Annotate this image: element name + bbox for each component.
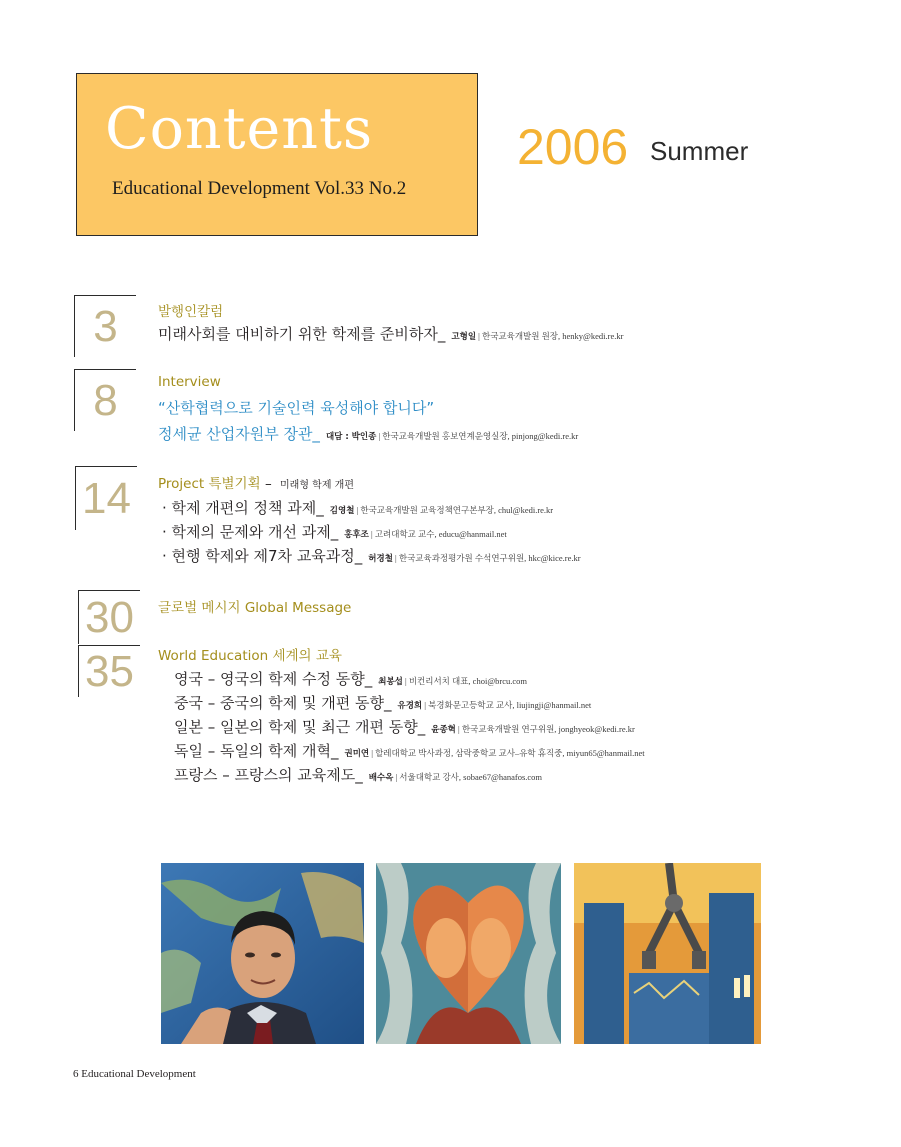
artwork-hearts-painting [376, 863, 561, 1044]
toc-entry[interactable] [174, 740, 645, 761]
section-title-publisher-column[interactable]: 발행인칼럼 [158, 304, 224, 320]
entry-affiliation: | 한국교육개발원 연구위원, jonghyeok@kedi.re.kr [455, 724, 635, 734]
entry-author: 김영철 [329, 506, 355, 516]
toc-entry[interactable] [158, 423, 578, 444]
toc-entry[interactable] [158, 323, 623, 344]
page-number-35: 35 [78, 645, 140, 697]
issue-year: 2006 [517, 119, 629, 175]
entry-title: 독일 – 독일의 학제 개혁_ [174, 742, 339, 760]
entry-author: 윤종혁 [431, 725, 456, 735]
section-subtitle: 미래형 학제 개편 [280, 480, 354, 491]
entry-affiliation: | 비컨리서치 대표, choi@brcu.com [402, 676, 528, 686]
entry-title: · 학제의 문제와 개선 과제_ [162, 523, 339, 541]
contents-title: Contents [105, 96, 374, 162]
toc-entry[interactable] [174, 764, 542, 785]
toc-entry[interactable] [162, 497, 553, 518]
artwork-robot-arm-painting [574, 863, 761, 1044]
entry-affiliation: | 북경화문고등학교 교사, liujingji@hanmail.net [422, 700, 592, 710]
issue-season: Summer [650, 136, 749, 166]
contents-header-box [76, 73, 478, 236]
toc-entry[interactable] [162, 521, 507, 542]
entry-affiliation: | 고려대학교 교수, educu@hanmail.net [368, 529, 507, 539]
entry-title: 일본 – 일본의 학제 및 최근 개편 동향_ [174, 718, 426, 736]
entry-title: · 현행 학제와 제7차 교육과정_ [162, 547, 363, 565]
page-number-8: 8 [74, 369, 136, 431]
entry-author: 허경철 [368, 554, 393, 564]
entry-title: 영국 – 영국의 학제 수정 동향_ [174, 670, 373, 688]
entry-author: 홍후조 [344, 530, 369, 540]
entry-author: 유경희 [397, 701, 423, 711]
entry-affiliation: | 한국교육개발원 홍보연계운영실장, pinjong@kedi.re.kr [376, 431, 579, 441]
entry-author: 고형일 [451, 332, 477, 342]
page-number-30: 30 [78, 590, 140, 644]
section-title-global-message[interactable]: 글로벌 메시지 Global Message [158, 600, 352, 616]
page-footer [73, 1068, 196, 1080]
toc-entry[interactable] [162, 545, 581, 566]
entry-title: 미래사회를 대비하기 위한 학제를 준비하자_ [158, 325, 446, 343]
section-title-world-education[interactable]: World Education 세계의 교육 [158, 648, 342, 664]
entry-affiliation: | 서울대학교 강사, sobae67@hanafos.com [393, 772, 543, 782]
entry-affiliation: | 한국교육과정평가원 수석연구위원, hkc@kice.re.kr [392, 553, 581, 563]
entry-affiliation: | 할레대학교 박사과정, 삼락중학교 교사–유학 휴직중, miyun65@hanmail.net [369, 748, 645, 758]
entry-title: 프랑스 – 프랑스의 교육제도_ [174, 766, 363, 784]
toc-entry[interactable] [174, 716, 635, 737]
folio-publication: Educational Development [81, 1068, 196, 1080]
page-number-3: 3 [74, 295, 136, 357]
entry-title: 중국 – 중국의 학제 및 개편 동향_ [174, 694, 392, 712]
entry-title: · 학제 개편의 정책 과제_ [162, 499, 324, 517]
issue-line: Educational Development Vol.33 No.2 [112, 178, 407, 199]
entry-affiliation: | 한국교육개발원 원장, henky@kedi.re.kr [476, 331, 624, 341]
entry-title: 정세균 산업자원부 장관_ [158, 425, 320, 443]
entry-author: 배수옥 [368, 773, 394, 783]
section-title-special-project[interactable]: Project 특별기획 – 미래형 학제 개편 [158, 476, 354, 492]
entry-author: 권미연 [344, 749, 370, 759]
entry-affiliation: | 한국교육개발원 교육정책연구본부장, chul@kedi.re.kr [354, 505, 554, 515]
section-title-interview[interactable]: Interview [158, 374, 221, 390]
entry-author: 최봉섭 [378, 677, 403, 687]
folio-number: 6 [73, 1068, 79, 1080]
interview-quote[interactable]: “산학협력으로 기술인력 육성해야 합니다” [158, 399, 435, 417]
toc-entry[interactable] [174, 692, 591, 713]
toc-entry[interactable] [174, 668, 527, 689]
interview-portrait-photo [161, 863, 364, 1044]
entry-author: 대담 : 박인종 [325, 432, 377, 442]
page-number-14: 14 [75, 466, 137, 530]
